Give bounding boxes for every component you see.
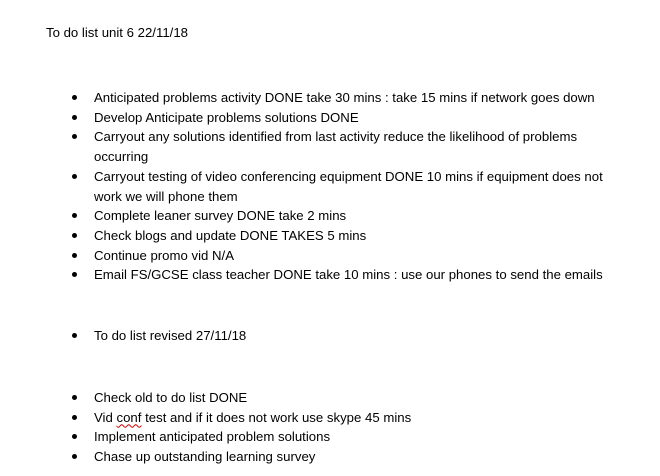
list-item: [0, 206, 634, 226]
list-item: [0, 447, 634, 467]
list-item: [0, 265, 634, 285]
bullet-icon: [72, 174, 77, 179]
list-item-text: Check old to do list DONE: [94, 390, 248, 405]
list-item-text: Implement anticipated problem solutions: [94, 429, 331, 445]
todo-list-first: [0, 88, 634, 285]
bullet-icon: [72, 213, 77, 218]
list-item-text: To do list revised 27/11/18: [94, 328, 247, 343]
list-item-text: Continue promo vid N/A: [94, 247, 235, 263]
todo-list-revised: [0, 388, 634, 467]
list-item-text: Check blogs and update DONE TAKES 5 mins: [94, 227, 367, 243]
list-item: [0, 127, 634, 166]
list-item: [0, 88, 634, 108]
list-item: [0, 427, 634, 447]
text-segment: Vid: [94, 409, 117, 425]
bullet-icon: [72, 395, 77, 400]
bullet-icon: [72, 233, 77, 238]
bullet-icon: [72, 333, 77, 338]
bullet-icon: [72, 115, 77, 120]
list-item-text: Anticipated problems activity DONE take 30 mins : take 15 mins if network goes down: [94, 90, 595, 105]
bullet-icon: [72, 454, 77, 459]
list-item-text: [94, 410, 411, 425]
list-item-text: Complete leaner survey DONE take 2 mins: [94, 208, 347, 224]
bullet-icon: [72, 134, 77, 139]
bullet-icon: [72, 434, 77, 439]
list-item: [0, 388, 634, 408]
bullet-icon: [72, 272, 77, 277]
list-item-text: Develop Anticipate problems solutions DONE: [94, 109, 359, 125]
list-item-text: Email FS/GCSE class teacher DONE take 10 mins : use our phones to send the emails: [94, 267, 603, 283]
text-segment: test and if it does not work use skype 45 mins: [141, 409, 412, 425]
list-item: [0, 408, 634, 428]
bullet-icon: [72, 95, 77, 100]
list-item-text: Chase up outstanding learning survey: [94, 449, 316, 465]
list-item-text: Carryout testing of video conferencing equipment DONE 10 mins if equipment does not work we will phone them: [94, 168, 603, 204]
list-item-text: Carryout any solutions identified from last activity reduce the likelihood of problems occurring: [94, 129, 578, 165]
bullet-icon: [72, 415, 77, 420]
bullet-icon: [72, 253, 77, 258]
list-item: [0, 167, 634, 206]
document-title: To do list unit 6 22/11/18: [46, 25, 188, 40]
list-item: [0, 246, 634, 266]
list-item: [0, 226, 634, 246]
todo-list-revised-heading: [0, 326, 634, 346]
list-item: [0, 326, 634, 346]
list-item: [0, 108, 634, 128]
spelling-error-word[interactable]: conf: [116, 409, 142, 425]
